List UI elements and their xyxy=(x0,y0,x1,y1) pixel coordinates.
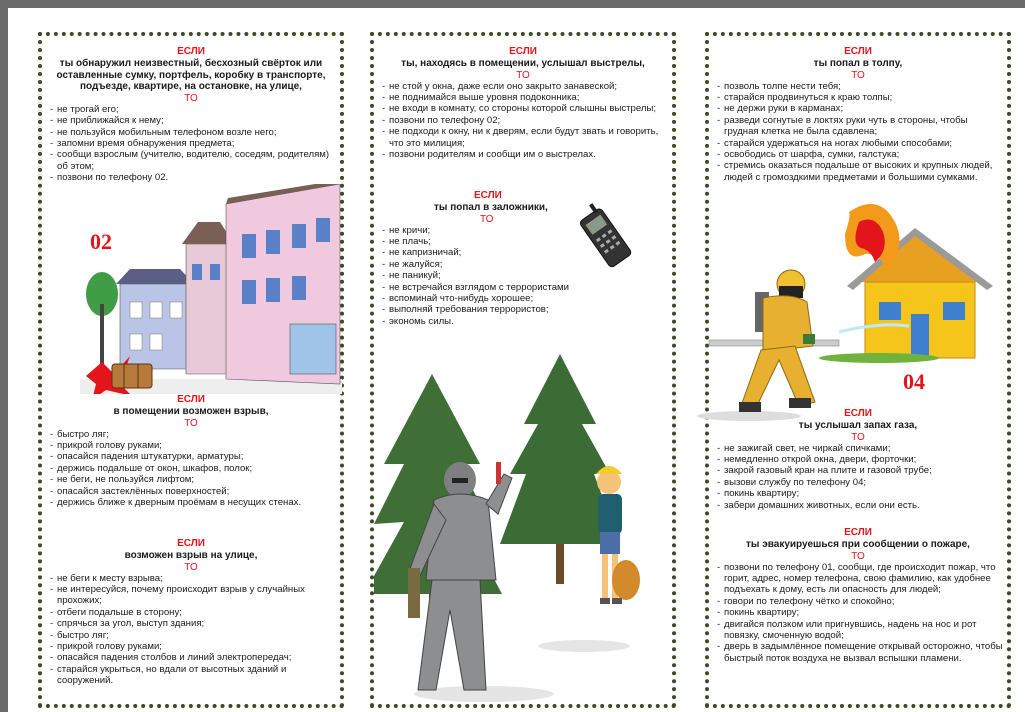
list-item: - не держи руки в карманах; xyxy=(717,103,1003,114)
section-heading: возможен взрыв на улице, xyxy=(124,550,258,561)
list-item: - сообщи взрослым (учителю, водителю, соседям, родителям) об этом; xyxy=(50,149,336,172)
list-item: - позволь толпе нести тебя; xyxy=(717,81,1003,92)
phone-number-02: 02 xyxy=(90,229,112,254)
firefighter-burning-house-illustration xyxy=(689,202,1009,422)
instruction-list xyxy=(709,562,1007,665)
list-item: - разведи согнутые в локтях руки чуть в стороны, чтобы грудная клетка не была сдавлена; xyxy=(717,115,1003,138)
list-item: - держись подальше от окон, шкафов, полок; xyxy=(50,463,336,474)
list-item: - не паникуй; xyxy=(382,270,622,281)
list-item: - не пользуйся мобильным телефоном возле него; xyxy=(50,127,336,138)
list-item: - не поднимайся выше уровня подоконника; xyxy=(382,92,668,103)
street-building-illustration xyxy=(80,184,342,394)
section-heading: ты, находясь в помещении, услышал выстрелы, xyxy=(401,58,645,69)
to-label: ТО xyxy=(851,431,865,443)
list-item: - не капризничай; xyxy=(382,247,622,258)
to-label: ТО xyxy=(184,561,198,573)
list-item: - прикрой голову руками; xyxy=(50,440,336,451)
instruction-list xyxy=(42,573,340,687)
list-item: - говори по телефону чётко и спокойно; xyxy=(717,596,1003,607)
list-item: - держись ближе к дверным проёмам в несущих стенах. xyxy=(50,497,336,508)
esli-label: ЕСЛИ xyxy=(177,394,205,405)
list-item: - позвони по телефону 01, сообщи, где происходит пожар, что горит, адрес, номер телефона, свою фамилию, как удобнее подъехать к дому, есть ли опасность для людей; xyxy=(717,562,1003,596)
list-item: - не жалуйся; xyxy=(382,259,622,270)
list-item: - не входи в комнату, со стороны которой слышны выстрелы; xyxy=(382,103,668,114)
leaflet-sheet xyxy=(8,8,1025,712)
list-item: - вспоминай что-нибудь хорошее; xyxy=(382,293,622,304)
list-item: - старайся удержаться на ногах любыми способами; xyxy=(717,138,1003,149)
instruction-list xyxy=(709,443,1007,511)
to-label: ТО xyxy=(480,213,494,225)
list-item: - быстро ляг; xyxy=(50,429,336,440)
section-indoor-explosion xyxy=(42,394,340,508)
list-item: - старайся укрыться, но вдали от высотных зданий и сооружений. xyxy=(50,664,336,687)
esli-label: ЕСЛИ xyxy=(177,46,205,57)
esli-label: ЕСЛИ xyxy=(844,46,872,57)
list-item: - не плачь; xyxy=(382,236,622,247)
section-heading: в помещении возможен взрыв, xyxy=(113,406,269,417)
column-1 xyxy=(38,32,344,708)
section-gunshots xyxy=(374,46,672,160)
section-fire-evacuation xyxy=(709,527,1007,664)
list-item: - немедленно открой окна, двери, форточки; xyxy=(717,454,1003,465)
esli-label: ЕСЛИ xyxy=(474,190,502,201)
to-label: ТО xyxy=(516,69,530,81)
section-street-explosion xyxy=(42,538,340,687)
instruction-list xyxy=(374,81,672,161)
list-item: - не интересуйся, почему происходит взрыв у случайных прохожих; xyxy=(50,584,336,607)
terrorist-child-forest-illustration xyxy=(374,354,672,706)
list-item: - спрячься за угол, выступ здания; xyxy=(50,618,336,629)
list-item: - закрой газовый кран на плите и газовой трубе; xyxy=(717,465,1003,476)
list-item: - прикрой голову руками; xyxy=(50,641,336,652)
to-label: ТО xyxy=(851,69,865,81)
list-item: - не беги, не пользуйся лифтом; xyxy=(50,474,336,485)
list-item: - старайся продвинуться к краю толпы; xyxy=(717,92,1003,103)
list-item: - не кричи; xyxy=(382,225,622,236)
list-item: - позвони по телефону 02. xyxy=(50,172,336,183)
list-item: - позвони по телефону 02; xyxy=(382,115,668,126)
list-item: - не встречайся взглядом с террористами xyxy=(382,282,622,293)
list-item: - покинь квартиру; xyxy=(717,607,1003,618)
section-heading: ты попал в толпу, xyxy=(813,58,903,69)
list-item: - не стой у окна, даже если оно закрыто занавеской; xyxy=(382,81,668,92)
section-heading: ты услышал запах газа, xyxy=(798,420,918,431)
instruction-list xyxy=(42,104,340,184)
list-item: - позвони родителям и сообщи им о выстрелах. xyxy=(382,149,668,160)
list-item: - не зажигай свет, не чиркай спичками; xyxy=(717,443,1003,454)
section-hostage xyxy=(374,190,574,327)
section-heading: ты обнаружил неизвестный, бесхозный свёрток или оставленные сумку, портфель, коробку в транспорте, подъезде, квартире, на остановке, на улице, xyxy=(56,58,326,93)
list-item: - отбеги подальше в сторону; xyxy=(50,607,336,618)
esli-label: ЕСЛИ xyxy=(177,538,205,549)
section-gas-smell xyxy=(709,408,1007,511)
list-item: - быстро ляг; xyxy=(50,630,336,641)
list-item: - двигайся ползком или пригнувшись, надень на нос и рот повязку, смоченную водой; xyxy=(717,619,1003,642)
list-item: - не подходи к окну, ни к дверям, если будут звать и говорить, что это милиция; xyxy=(382,126,668,149)
list-item: - покинь квартиру; xyxy=(717,488,1003,499)
section-suspicious-object xyxy=(42,46,340,184)
list-item: - не приближайся к нему; xyxy=(50,115,336,126)
list-item: - не трогай его; xyxy=(50,104,336,115)
list-item: - забери домашних животных, если они есть. xyxy=(717,500,1003,511)
list-item: - опасайся застеклённых поверхностей; xyxy=(50,486,336,497)
section-crowd xyxy=(709,46,1007,183)
to-label: ТО xyxy=(184,92,198,104)
list-item: - вызови службу по телефону 04; xyxy=(717,477,1003,488)
esli-label: ЕСЛИ xyxy=(509,46,537,57)
list-item: - освободись от шарфа, сумки, галстука; xyxy=(717,149,1003,160)
section-heading: ты эвакуируешься при сообщении о пожаре, xyxy=(746,539,970,550)
mobile-phone-icon xyxy=(570,202,640,272)
list-item: - не беги к месту взрыва; xyxy=(50,573,336,584)
phone-number-04: 04 xyxy=(903,369,925,394)
esli-label: ЕСЛИ xyxy=(844,527,872,538)
list-item: - экономь силы. xyxy=(382,316,622,327)
instruction-list xyxy=(42,429,340,509)
list-item: - стремись оказаться подальше от высоких и крупных людей, людей с громоздкими предметами и большими сумками. xyxy=(717,160,1003,183)
column-2 xyxy=(370,32,676,708)
esli-label: ЕСЛИ xyxy=(844,408,872,419)
instruction-list xyxy=(709,81,1007,184)
to-label: ТО xyxy=(851,550,865,562)
to-label: ТО xyxy=(184,417,198,429)
list-item: - запомни время обнаружения предмета; xyxy=(50,138,336,149)
list-item: - опасайся падения столбов и линий электропередач; xyxy=(50,652,336,663)
list-item: - выполняй требования террористов; xyxy=(382,304,622,315)
section-heading: ты попал в заложники, xyxy=(434,202,548,213)
list-item: - опасайся падения штукатурки, арматуры; xyxy=(50,451,336,462)
list-item: - дверь в задымлённое помещение открывай осторожно, чтобы быстрый поток воздуха не вызвал вспышки пламени. xyxy=(717,641,1003,664)
column-3 xyxy=(705,32,1011,708)
